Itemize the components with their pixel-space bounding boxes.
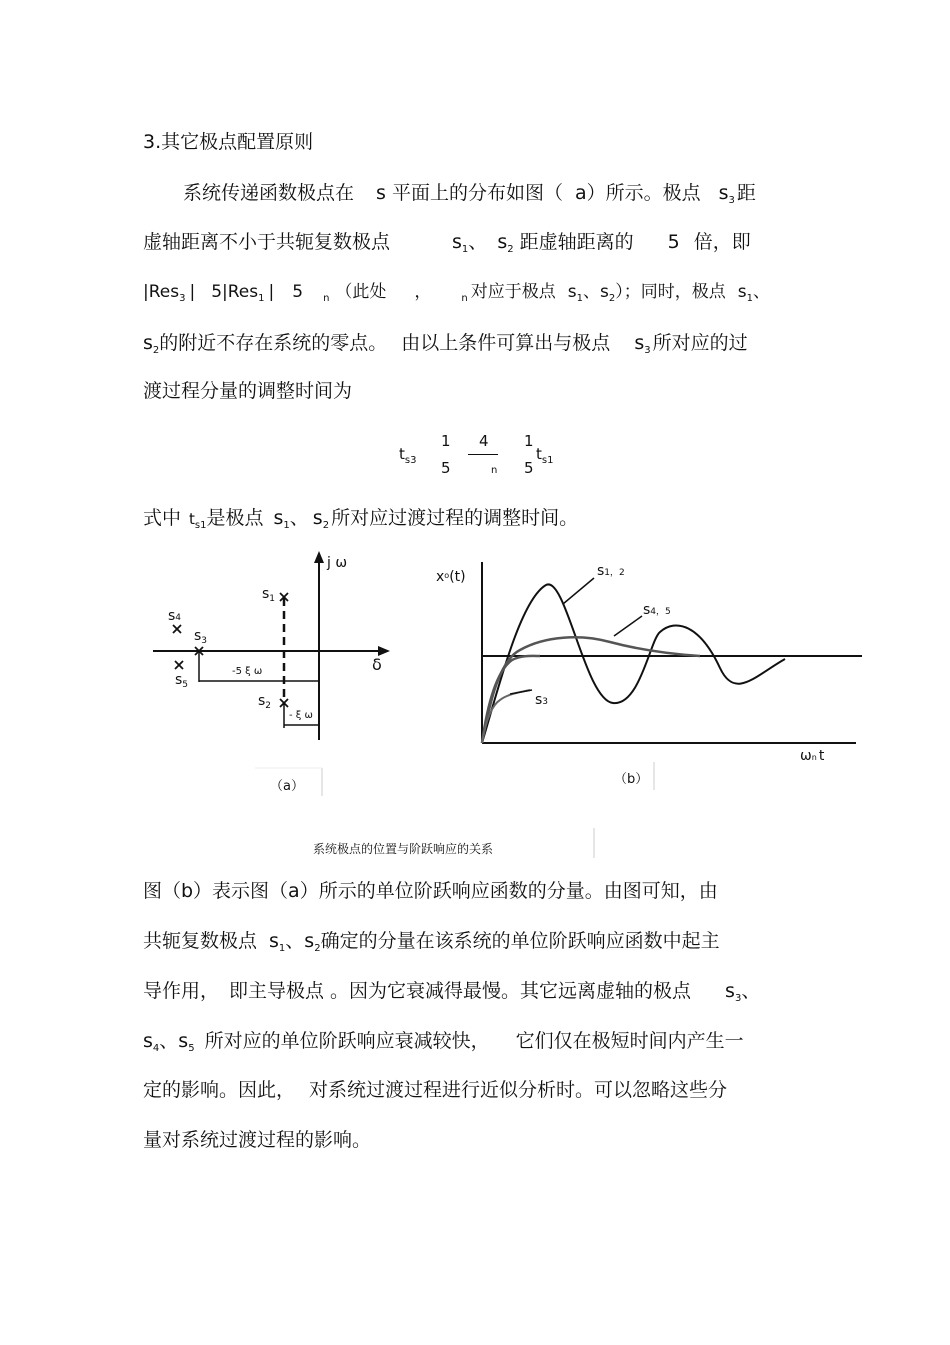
pole-s1-label: $s_1$ xyxy=(262,586,276,604)
formula-t: t xyxy=(399,445,405,463)
imag-axis-arrow xyxy=(314,551,324,563)
subscript: 1 xyxy=(258,293,265,304)
figure-caption: 系统极点的位置与阶跃响应的关系 xyxy=(313,842,494,856)
text-run: 确定的分量在该系统的单位阶跃响应函数中起主 xyxy=(320,930,720,952)
subscript: s1 xyxy=(194,520,207,531)
text-run: ）；同时，极点 xyxy=(615,282,726,302)
text-run: s xyxy=(143,1030,153,1052)
text-run: 5|Res xyxy=(211,282,259,302)
axis-xo-label: $x^o(t)$ xyxy=(436,569,466,585)
text-run: 所对应的过 xyxy=(652,332,748,354)
text-run: a）所示。极点 xyxy=(574,182,701,204)
subscript: 3 xyxy=(179,293,186,304)
fraction1-numerator: 1 xyxy=(441,432,451,450)
figure-b-label: （b） xyxy=(614,772,649,787)
subscript: 5 xyxy=(188,1043,195,1054)
s12-pointer xyxy=(563,578,594,604)
subscript: 1 xyxy=(746,293,753,304)
subscript: 2 xyxy=(608,293,616,304)
text-run: 倍，即 xyxy=(693,231,751,253)
subscript: 1 xyxy=(283,520,290,531)
response-s12-curve xyxy=(482,584,785,743)
text-run: 定的影响。因此， xyxy=(143,1079,296,1101)
text-run: 、 xyxy=(289,507,309,529)
pole-s3-label: $s_3$ xyxy=(194,628,208,646)
fraction3-numerator: 1 xyxy=(524,432,534,450)
fraction2-numerator: 4 xyxy=(479,432,489,450)
figure-a-label: （a） xyxy=(270,779,304,794)
text-run: 、 xyxy=(468,231,488,253)
text-run: s xyxy=(452,231,462,253)
subscript: 2 xyxy=(507,244,514,255)
curve-s12-label: s1，2 xyxy=(597,563,625,579)
para1-line5: 渡过程分量的调整时间为 xyxy=(143,380,353,402)
text-run: 、s xyxy=(285,930,315,952)
subscript: 3 xyxy=(644,345,651,356)
para3-line3 xyxy=(143,980,760,1010)
text-run: 距 xyxy=(736,182,756,204)
text-run: s 平面上的分布如图（ xyxy=(376,182,563,204)
text-run: 导作用， xyxy=(143,980,220,1002)
fraction1-denominator: 5 xyxy=(441,459,451,477)
s45-pointer xyxy=(614,616,642,636)
text-run: 、s xyxy=(159,1030,189,1052)
subscript: 2 xyxy=(314,943,321,954)
response-s3-curve-2 xyxy=(482,690,530,743)
subscript: 3 xyxy=(734,993,742,1004)
curve-s45-label: s4，5 xyxy=(643,602,671,618)
text-run: 式中 xyxy=(143,507,182,529)
text-run: s xyxy=(725,980,735,1002)
text-run: s xyxy=(143,332,153,354)
s3-pointer xyxy=(510,690,532,694)
text-run: 共轭复数极点 xyxy=(143,930,258,952)
text-run: 5 xyxy=(667,231,680,253)
text-run: 所对应的单位阶跃响应衰减较快， xyxy=(204,1030,490,1052)
subscript: s1 xyxy=(541,455,554,466)
subscript: 2 xyxy=(152,345,160,356)
response-s45-curve xyxy=(482,637,700,743)
text-run: s xyxy=(273,507,284,529)
subscript: 4 xyxy=(152,1043,160,1054)
text-run: 它们仅在极短时间内产生一 xyxy=(515,1030,744,1052)
distance-xw-label: - ξ ω xyxy=(289,710,313,721)
fraction3-denominator: 5 xyxy=(524,459,534,477)
pole-s2-label: $s_2$ xyxy=(258,693,272,711)
para3-line1: 图（b）表示图（a）所示的单位阶跃响应函数的分量。由图可知，由 xyxy=(143,880,718,902)
text-run: 系统传递函数极点在 xyxy=(183,182,355,204)
subscript: s3 xyxy=(404,455,417,466)
para3-line5 xyxy=(143,1079,727,1101)
text-run: 虚轴距离不小于共轭复数极点 xyxy=(143,231,391,253)
text-run: | xyxy=(268,282,275,302)
section-heading: 3.其它极点配置原则 xyxy=(143,131,314,153)
para3-line4 xyxy=(143,1030,744,1060)
text-run: s xyxy=(567,282,577,302)
text-run: 距虚轴距离的 xyxy=(519,231,634,253)
text-run: | xyxy=(189,282,196,302)
text-run: 的附近不存在系统的零点。 xyxy=(159,332,388,354)
subscript: 2 xyxy=(322,520,330,531)
text-run: 、 xyxy=(752,282,770,302)
subscript: 1 xyxy=(461,244,469,255)
text-run: （此处 xyxy=(335,282,387,302)
text-run: 、 xyxy=(741,980,761,1002)
text-run: t xyxy=(189,510,195,528)
subscript: n xyxy=(461,293,468,304)
text-run: 、s xyxy=(582,282,609,302)
subscript: n xyxy=(323,293,330,304)
distance-5xw-label: -5 ξ ω xyxy=(232,666,263,677)
text-run: 即主导极点 xyxy=(229,980,325,1002)
text-run: s xyxy=(312,507,323,529)
pole-s5-label: $s_5$ xyxy=(175,672,189,690)
text-run: 由以上条件可算出与极点 xyxy=(401,332,611,354)
text-run: s xyxy=(634,332,645,354)
text-run: s xyxy=(497,231,508,253)
text-run: 所对应过渡过程的调整时间。 xyxy=(331,507,579,529)
subscript: 1 xyxy=(278,943,286,954)
curve-s3-label: s3 xyxy=(535,692,549,708)
text-run: 对应于极点 xyxy=(470,282,556,302)
text-run: s xyxy=(737,282,747,302)
response-s3-curve xyxy=(482,656,540,743)
text-run: s xyxy=(269,930,279,952)
text-run: 5 xyxy=(292,282,304,302)
axis-jw-label: j ω xyxy=(327,555,348,571)
text-run: 对系统过渡过程进行近似分析时。可以忽略这些分 xyxy=(309,1079,728,1101)
para3-line2 xyxy=(143,930,720,960)
text-run: ， xyxy=(414,282,432,302)
fraction2-denominator: n xyxy=(491,465,498,476)
pole-s4-label: s4 xyxy=(168,608,182,624)
axis-wnt-label: ωn t xyxy=(800,748,825,764)
subscript: 1 xyxy=(576,293,583,304)
text-run: |Res xyxy=(143,282,180,302)
para3-line6: 量对系统过渡过程的影响。 xyxy=(143,1129,372,1151)
text-run: 是极点 xyxy=(206,507,264,529)
formula-t: t xyxy=(536,445,542,463)
text-run: s xyxy=(718,182,729,204)
subscript: 3 xyxy=(728,195,735,206)
text-run: 。因为它衰减得最慢。其它远离虚轴的极点 xyxy=(330,980,692,1002)
axis-delta-label: δ xyxy=(372,655,382,674)
